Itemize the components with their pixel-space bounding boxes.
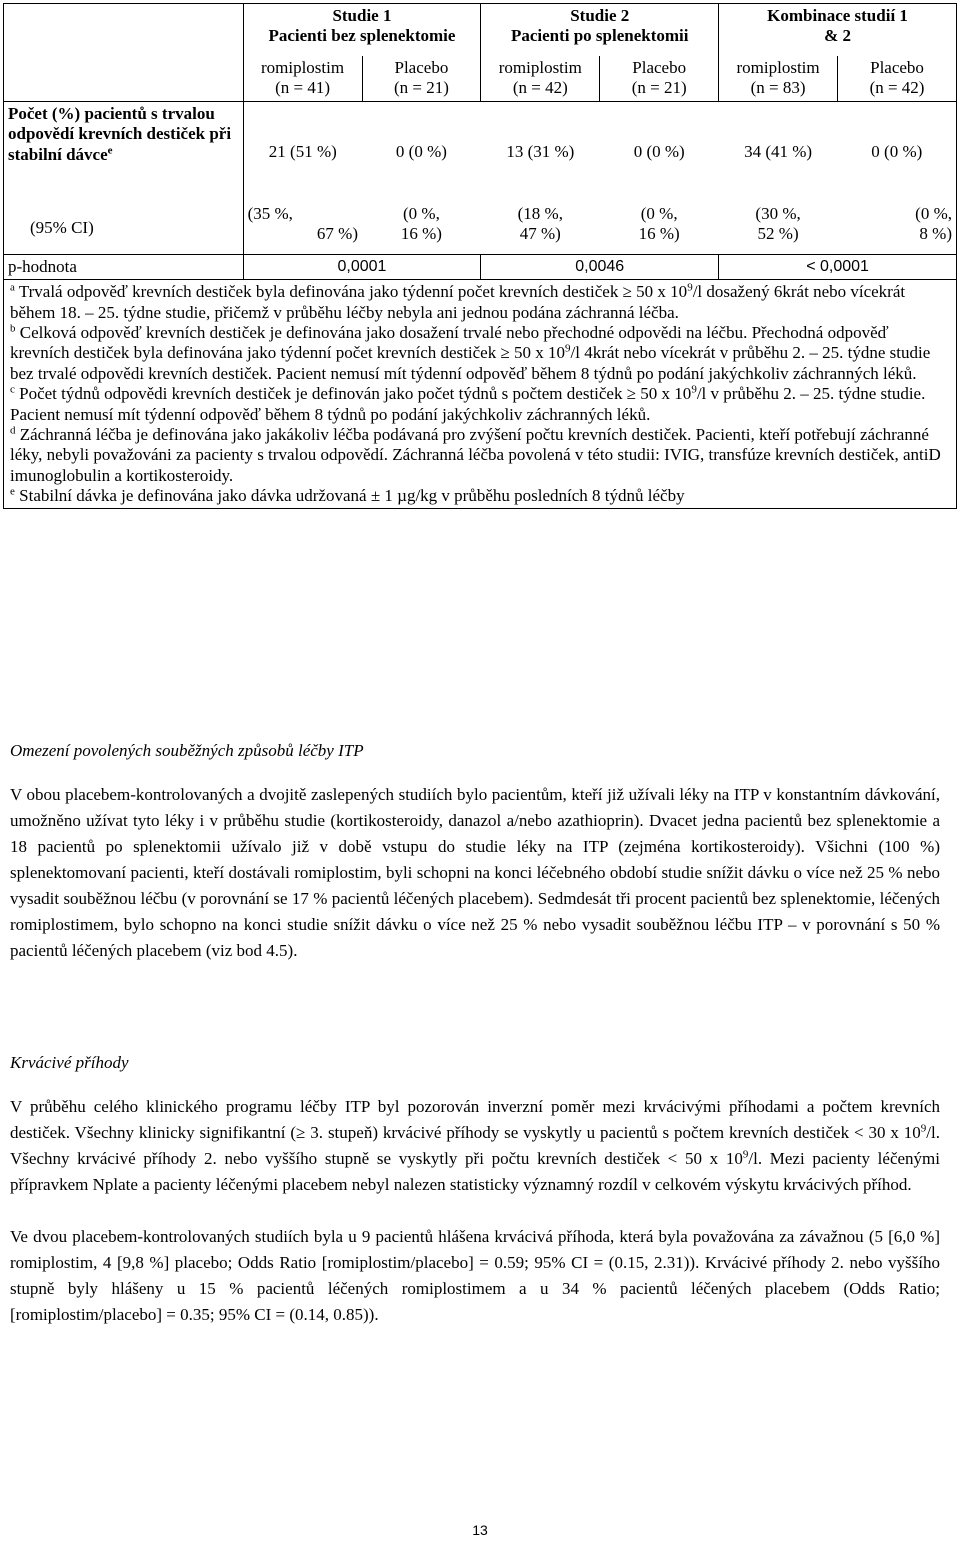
combined-header: [719, 4, 957, 57]
footnote-a-marker: a: [10, 281, 15, 294]
ci-value-3: [481, 202, 600, 255]
arm-n: (n = 83): [750, 78, 806, 98]
header-row-studies: [4, 4, 957, 57]
section-bleeding-events: [10, 1050, 940, 1328]
bleeding-body-1b: /l. Všechny krvácivé příhody 2. nebo vyššího stupně se vyskytly při počtu krevních destiček < 50 x 10: [10, 1123, 940, 1168]
ci-low: (30 %,: [755, 203, 801, 223]
footnote-e: [10, 486, 950, 506]
efficacy-table-wrapper: [3, 3, 957, 509]
study1-subtitle: Pacienti bez splenektomie: [268, 26, 456, 46]
study2-header: [481, 4, 719, 57]
footnote-c-rest: /l v průběhu 2. – 25. týdne studie. Pacient nemusí mít týdenní odpověď během 8 týdnů po podání jakýchkoliv záchranných léků.: [10, 384, 926, 424]
ci-high: 52 %): [757, 224, 799, 244]
footnote-c-exponent: 9: [691, 383, 697, 396]
durable-value-2: 0 (0 %): [362, 101, 481, 202]
arm-header-2: [362, 56, 481, 101]
footnote-b: [10, 323, 950, 384]
bleeding-exponent-1: 9: [920, 1122, 927, 1135]
footnote-marker-e: e: [107, 143, 113, 156]
bleeding-body-1a: V průběhu celého klinického programu léčby ITP byl pozorován inverzní poměr mezi krvácivými příhodami a počtem krevních destiček. Všechny klinicky signifikantní (≥ 3. stupeň) krvácivé příhody se vyskytly u pacientů s počtem krevních destiček < 30 x 10: [10, 1097, 940, 1142]
header-row-arms: [4, 56, 957, 101]
arm-name: romiplostim: [260, 58, 345, 77]
study2-title: Studie 2: [570, 6, 630, 25]
ci-label: (95% CI): [4, 202, 244, 255]
durable-response-label: [4, 101, 244, 202]
footnote-a-exponent: 9: [687, 281, 693, 294]
footnote-c-marker: c: [10, 383, 15, 396]
footnote-a-text: Trvalá odpověď krevních destiček byla definována jako týdenní počet krevních destiček ≥ 50 x 10: [18, 282, 688, 302]
durable-response-label-text: Počet (%) pacientů s trvalou odpovědí krevních destiček při stabilní dávce: [8, 103, 232, 164]
durable-value-3: 13 (31 %): [481, 101, 600, 202]
ci-low: (35 %,: [247, 203, 293, 223]
section-concomitant-body: V obou placebem-kontrolovaných a dvojitě zaslepených studiích bylo pacientům, kteří již užívali léky na ITP v konstantním dávkování, umožněno užívat tyto léky i v průběhu studie (kortikosteroidy, danazol a/nebo azathioprin). Dvacet jedna pacientů bez splenektomie a 18 pacientů po splenektomii užívalo již v době vstupu do studie léky na ITP (zejména kortikosteroidy). Všichni (100 %) splenektomovaní pacienti, kteří dostávali romiplostim, byli schopni na konci léčebného období studie snížit dávku o více než 25 % nebo vysadit souběžnou léčbu (v porovnání se 17 % pacientů léčených placebem). Sedmdesát tři procent pacientů bez splenektomie, léčených romiplostimem, bylo schopno na konci studie snížit dávku o více než 25 % nebo vysadit souběžnou léčbu ITP – v porovnání s 50 % pacientů léčených placebem (viz bod 4.5).: [10, 785, 940, 960]
ci-high: 16 %): [400, 224, 442, 244]
empty-arm-label-cell: [4, 56, 244, 101]
ci-value-1: [243, 202, 362, 255]
footnote-a-rest: /l dosažený 6krát nebo vícekrát během 18. – 25. týdne studie, přičemž v průběhu léčby nebyla ani jednou podána záchranná léčba.: [10, 282, 906, 322]
section-concomitant-heading: Omezení povolených souběžných způsobů léčby ITP: [10, 741, 364, 760]
arm-name: Placebo: [632, 58, 687, 77]
arm-header-4: [600, 56, 719, 101]
p-value-combined: < 0,0001: [719, 254, 957, 279]
footnotes-row: [4, 280, 957, 509]
footnote-d-text: Záchranná léčba je definována jako jakákoliv léčba podávaná pro zvýšení počtu krevních destiček. Pacienti, kteří potřebují záchranné léky, nebyli považováni za pacienty s trvalou odpovědí. Záchranná léčba povolená v této studii: IVIG, transfúze krevních destiček, antiD imunoglobulin a kortikosteroidy.: [10, 424, 941, 485]
section-bleeding-body-2: Ve dvou placebem-kontrolovaných studiích byla u 9 pacientů hlášena krvácivá příhoda, která byla považována za závažnou (5 [6,0 %] romiplostim, 4 [9,8 %] placebo; Odds Ratio [romiplostim/placebo] = 0.59; 95% CI = (0.15, 2.31)). Krvácivé příhody 2. nebo vyššího stupně byly hlášeny u 15 % pacientů léčených romiplostimem a u 34 % pacientů léčených placebem (Odds Ratio; [romiplostim/placebo] = 0.35; 95% CI = (0.14, 0.85)).: [10, 1227, 940, 1324]
ci-high: 8 %): [919, 224, 952, 244]
ci-low: (0 %,: [915, 203, 952, 223]
empty-corner-cell: [4, 4, 244, 57]
arm-name: Placebo: [394, 58, 449, 77]
arm-header-3: [481, 56, 600, 101]
arm-n: (n = 21): [393, 78, 449, 98]
footnote-b-text: Celková odpověď krevních destiček je definována jako dosažení trvalé nebo přechodné odpovědi na léčbu. Přechodná odpověď krevních destiček byla definována jako týdenní počet krevních destiček ≥ 50 x 10: [10, 322, 889, 363]
p-value-label: p-hodnota: [4, 254, 244, 279]
ci-high: 67 %): [316, 224, 358, 244]
p-value-study2: 0,0046: [481, 254, 719, 279]
footnote-a: [10, 282, 950, 323]
footnote-e-text: Stabilní dávka je definována jako dávka udržovaná ± 1 µg/kg v průběhu posledních 8 týdnů léčby: [19, 486, 685, 506]
p-value-row: [4, 254, 957, 279]
arm-header-1: [243, 56, 362, 101]
ci-low: (0 %,: [403, 203, 440, 223]
section-concomitant-therapy: [10, 738, 940, 964]
durable-value-5: 34 (41 %): [719, 101, 838, 202]
footnote-c-text: Počet týdnů odpovědi krevních destiček je definován jako počet týdnů s počtem destiček ≥ 50 x 10: [19, 384, 692, 404]
ci-high: 16 %): [638, 224, 680, 244]
arm-header-5: [719, 56, 838, 101]
p-value-study1: 0,0001: [243, 254, 481, 279]
ci-value-6: [838, 202, 957, 255]
footnote-d: [10, 425, 950, 486]
efficacy-table: [3, 3, 957, 509]
arm-n: (n = 42): [512, 78, 568, 98]
ci-value-4: [600, 202, 719, 255]
durable-value-4: 0 (0 %): [600, 101, 719, 202]
section-bleeding-body-1: [10, 1094, 940, 1198]
combined-title: Kombinace studií 1 & 2: [767, 6, 908, 46]
footnote-e-marker: e: [10, 485, 15, 498]
arm-n: (n = 42): [869, 78, 925, 98]
study1-title: Studie 1: [332, 6, 392, 25]
study1-header: [243, 4, 481, 57]
footnote-b-marker: b: [10, 322, 16, 335]
footnote-c: [10, 384, 950, 425]
ci-value-5: [719, 202, 838, 255]
durable-response-row: [4, 101, 957, 202]
ci-row: [4, 202, 957, 255]
arm-name: romiplostim: [736, 58, 820, 77]
durable-value-1: 21 (51 %): [243, 101, 362, 202]
footnote-b-rest: /l 4krát nebo vícekrát v průběhu 2. – 25. týdne studie bez trvalé odpovědi krevních destiček. Pacient nemusí mít týdenní odpověď během 8 týdnů po podání jakýchkoliv záchranných léků.: [10, 343, 931, 383]
page-number: 13: [472, 1522, 488, 1538]
ci-high: 47 %): [519, 224, 561, 244]
bleeding-body-1c: /l. Mezi pacienty léčenými přípravkem Nplate a pacienty léčenými placebem nebyl nalezen statisticky významný rozdíl v celkovém výskytu krvácivých příhod.: [10, 1149, 940, 1194]
ci-low: (0 %,: [640, 203, 678, 223]
footnote-d-marker: d: [10, 424, 16, 437]
arm-name: Placebo: [870, 58, 924, 77]
table-footnotes: [4, 280, 957, 509]
arm-n: (n = 41): [275, 78, 330, 98]
arm-name: romiplostim: [498, 58, 582, 77]
ci-value-2: [362, 202, 481, 255]
durable-value-6: 0 (0 %): [838, 101, 957, 202]
section-bleeding-heading: Krvácivé příhody: [10, 1053, 129, 1072]
arm-n: (n = 21): [631, 78, 687, 98]
arm-header-6: [838, 56, 957, 101]
bleeding-exponent-2: 9: [742, 1148, 749, 1161]
ci-low: (18 %,: [517, 203, 563, 223]
footnote-b-exponent: 9: [565, 342, 571, 355]
study2-subtitle: Pacienti po splenektomii: [510, 26, 689, 46]
